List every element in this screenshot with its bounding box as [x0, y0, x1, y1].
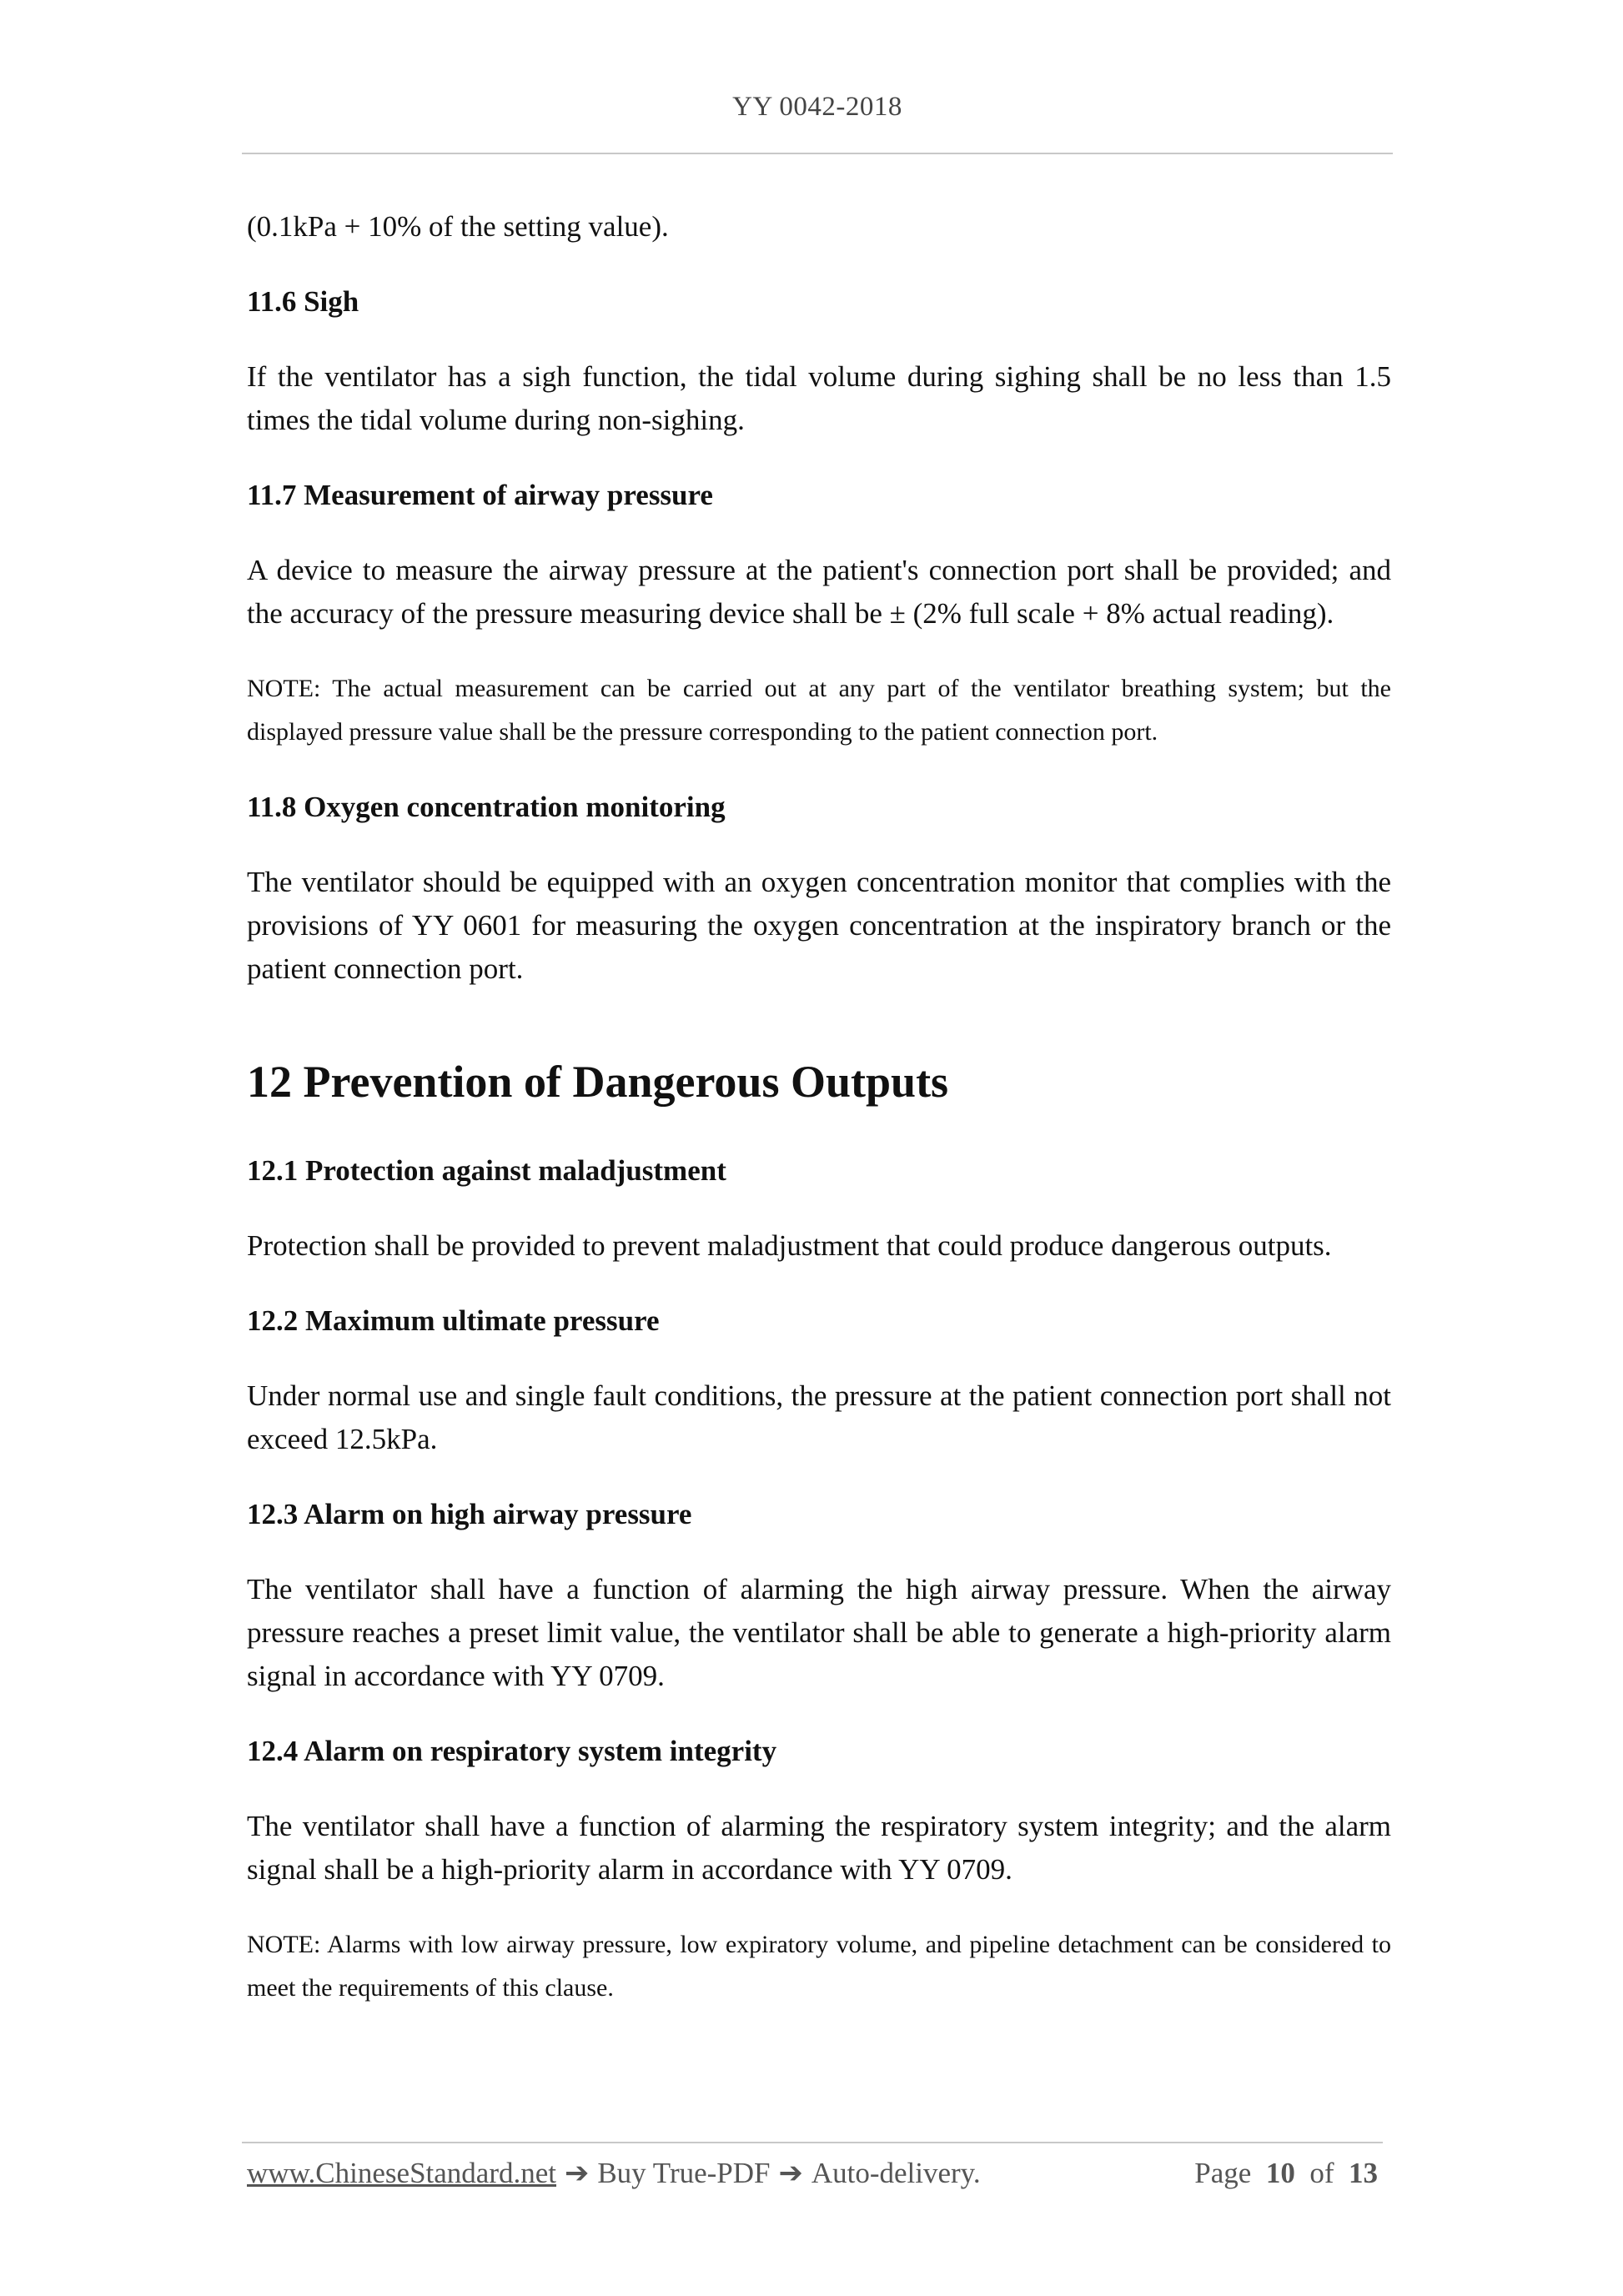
paragraph-12-2: Under normal use and single fault conditions, the pressure at the patient connection port shall not exceed 12.5kPa.: [247, 1379, 1391, 1455]
site-link[interactable]: www.ChineseStandard.net: [247, 2157, 556, 2189]
note-11-7: NOTE: The actual measurement can be carried out at any part of the ventilator breathing system; but the displayed pressure value shall be the pressure corresponding to the patient connection port.: [247, 675, 1391, 746]
footer-divider: [242, 2142, 1383, 2143]
paragraph-11-6: If the ventilator has a sigh function, the tidal volume during sighing shall be no less than 1.5 times the tidal volume during non-sighing.: [247, 360, 1391, 436]
arrow-right-icon: ➔: [778, 2157, 803, 2189]
paragraph-11-7: A device to measure the airway pressure at the patient's connection port shall be provided; and the accuracy of the pressure measuring device shall be ± (2% full scale + 8% actual reading).: [247, 554, 1391, 630]
chapter-heading-12: 12 Prevention of Dangerous Outputs: [247, 1057, 949, 1107]
auto-delivery-text: Auto-delivery.: [811, 2157, 981, 2189]
page-of-label: of: [1309, 2157, 1334, 2189]
heading-12-1: 12.1 Protection against maladjustment: [247, 1154, 726, 1187]
buy-true-pdf-text: Buy True-PDF: [597, 2157, 771, 2189]
heading-11-8: 11.8 Oxygen concentration monitoring: [247, 791, 726, 823]
document-body: [247, 205, 1391, 2042]
arrow-right-icon: ➔: [565, 2157, 590, 2189]
page-number: [1194, 2157, 1378, 2190]
footer-promo: [247, 2157, 981, 2190]
note-12-4: NOTE: Alarms with low airway pressure, low expiratory volume, and pipeline detachment can be considered to meet the requirements of this clause.: [247, 1931, 1391, 2002]
heading-11-6: 11.6 Sigh: [247, 285, 359, 318]
header-divider: [242, 153, 1393, 154]
paragraph-12-4: The ventilator shall have a function of alarming the respiratory system integrity; and the alarm signal shall be a high-priority alarm in accordance with YY 0709.: [247, 1810, 1391, 1886]
running-header: YY 0042-2018: [732, 92, 902, 122]
page-total: 13: [1349, 2157, 1378, 2189]
heading-12-2: 12.2 Maximum ultimate pressure: [247, 1304, 660, 1337]
page-current: 10: [1265, 2157, 1295, 2189]
paragraph-11-8: The ventilator should be equipped with an oxygen concentration monitor that complies with the provisions of YY 0601 for measuring the oxygen concentration at the inspiratory branch or the patient connection port.: [247, 866, 1391, 985]
paragraph-continued: (0.1kPa + 10% of the setting value).: [247, 210, 669, 243]
heading-12-3: 12.3 Alarm on high airway pressure: [247, 1498, 692, 1530]
paragraph-12-1: Protection shall be provided to prevent maladjustment that could produce dangerous outputs.: [247, 1229, 1332, 1262]
page-label: Page: [1194, 2157, 1252, 2189]
heading-11-7: 11.7 Measurement of airway pressure: [247, 479, 713, 511]
paragraph-12-3: The ventilator shall have a function of alarming the high airway pressure. When the airway pressure reaches a preset limit value, the ventilator shall be able to generate a high-priority alarm signal in accordance with YY 0709.: [247, 1573, 1391, 1692]
heading-12-4: 12.4 Alarm on respiratory system integrity: [247, 1735, 777, 1767]
